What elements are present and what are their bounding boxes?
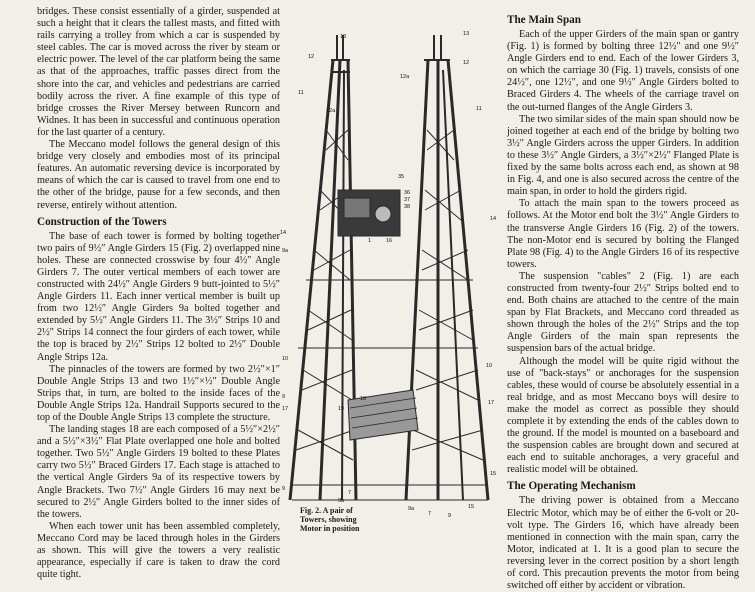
left-text-column bbox=[37, 6, 280, 581]
label-19: 19 bbox=[338, 406, 345, 412]
attach-paragraph: To attach the main span to the towers proceed as follows. At the Motor end bolt the 3½″ Angle Girders to the transverse Angle Girders 16 (Fig. 2) of the towers. The non-Motor end is secured by bolting the Flanged Plate 98 (Fig. 4) to the Angle Girders 16 of its respective towers. bbox=[507, 198, 739, 270]
cables-paragraph: The suspension "cables" 2 (Fig. 1) are each constructed from twenty-four 2½″ Strips bolted end to end. Both chains are attached to the centre of the main span by Flat Brackets, and Meccano cord threaded as shown through the holes of the 2½″ Strips and the top Angle Girders of the main span represents the suspension bars of the actual bridge. bbox=[507, 270, 739, 355]
label-15b: 15 bbox=[468, 504, 475, 510]
label-9ac: 9a bbox=[408, 506, 415, 512]
label-7: 7 bbox=[348, 490, 352, 496]
figure-caption: Fig. 2. A pair of Towers, showing Motor in position bbox=[300, 506, 360, 533]
mechanism-heading: The Operating Mechanism bbox=[507, 480, 636, 493]
label-14: 14 bbox=[280, 230, 287, 236]
label-11b: 11 bbox=[476, 106, 482, 112]
left-tower bbox=[290, 35, 356, 500]
mechanism-paragraph: The driving power is obtained from a Meccano Electric Motor, which may be of either the 6-volt or 20-volt type. The Girders 16, which have already been mentioned in connection with the main span, carry the Motor, indicated at 1. It is a good plan to secure the reversing lever in the correct position by a short length of cord. This precaution prevents the motor from being switched off either by accident or vibration. bbox=[507, 495, 739, 592]
label-7b: 7 bbox=[428, 511, 432, 517]
intro-paragraph: bridges. These consist essentially of a girder, suspended at such a height that it clears the tallest masts, and fitted with rails carrying a trolley from which a car is suspended by steel cables. The car is moved across the river by steam or electric power. The level of the car platform being the same as that of the approaches, traffic passes direct from the shore into the car, and vehicles and pedestrians are carried bodily across the river. A fine example of this type of bridge crosses the River Mersey between Runcorn and Widnes. It has been in successful and continuous operation for the last quarter of a century. bbox=[37, 6, 280, 138]
label-1: 1 bbox=[368, 238, 372, 244]
span-paragraph-2: The two similar sides of the main span should now be joined together at each end of the bridge by bolting two 3½″ Angle Girders across the upper Girders. In addition to these 3½″ Angle Girders, a 3½″×2½″ Flanged Plate is fixed by the same bolts across each end, as shown at 98 in Fig. 4, and one is also secured across the centre of the main span, in order to hold the girders rigid. bbox=[507, 113, 739, 198]
label-10b: 10 bbox=[486, 363, 493, 369]
label-17: 17 bbox=[282, 406, 289, 412]
motor-gearbox bbox=[344, 198, 370, 218]
base-paragraph: The base of each tower is formed by bolting together two pairs of 9½″ Angle Girders 15 (Fig. 2) overlapped nine holes. These are connected crosswise by four 4½″ Angle Girders 7. The outer vertical members of each tower are constructed with 24½″ Angle Girders 9 butt-jointed to 5½″ Angle Girders 11. Each inner vertical member is built up from two 12½″ Angle Girders 9a bolted together and extended by 5½″ Angle Girders 11. The 3½″ Strips 10 and 2½″ Strips 14 connect the four girders of each tower, while the top is braced by 2½″ Strips 12 bolted to 2½″ Double Angle Strips 12a. bbox=[37, 230, 280, 363]
label-17b: 17 bbox=[488, 400, 495, 406]
label-9a: 9a bbox=[282, 248, 289, 254]
label-9ab: 9a bbox=[338, 498, 345, 504]
label-12c: 12a bbox=[326, 108, 336, 114]
label-37: 37 bbox=[404, 197, 411, 203]
span-paragraph-1: Each of the upper Girders of the main span or gantry (Fig. 1) is formed by bolting three 12½″ and one 9½″ Angle Girders end to end. Each of the lower Girders 3, on which the carriage 30 (Fig. 1) travels, consists of one 24½″, one 12½″, and one 9½″ Angle Girders bolted to Braced Girders 4. The wheels of the carriage travel on the out-turned flanges of the Angle Girders 3. bbox=[507, 29, 739, 113]
pinnacles-paragraph: The pinnacles of the towers are formed by two 2½″×1″ Double Angle Strips 13 and two 1½″×½″ Double Angle Strips that, in turn, are bolted to the inside faces of the Double Angle Strips 12a. Handrail Supports secured to the top of the Double Angle Strips 13 complete the structure. bbox=[37, 363, 280, 423]
label-16: 16 bbox=[386, 238, 393, 244]
landing-paragraph: The landing stages 18 are each composed of a 5½″×2½″ and a 5½″×3½″ Flat Plate overlapped one hole and bolted together. Two 5½″ Angle Girders 19 bolted to these Plates carry two 5½″ Braced Girders 17. Each stage is attached to the vertical Angle Girders 9a of its respective towers by Angle Brackets. Two 7½″ Angle Girders 16 may next be secured to 2½″ Angle Girders bolted to the inner sides of the towers. bbox=[37, 424, 280, 520]
label-11: 11 bbox=[298, 90, 304, 96]
label-13a: 13 bbox=[340, 34, 347, 40]
label-35: 35 bbox=[398, 174, 405, 180]
right-text-column bbox=[507, 6, 739, 592]
rigid-paragraph: Although the model will be quite rigid without the use of "back-stays" or anchorages for the suspension cables, these would of course be absolutely essential in a real bridge, and as most Meccano boys will desire to make the model as correct as possible they should complete it by extending the ends of the cables down to the ground. If the model is mounted on a baseboard and the suspension cables are brought down and secured at each end to suitable anchorages, a very graceful and realistic model will be obtained. bbox=[507, 355, 739, 476]
label-9c: 9 bbox=[448, 513, 452, 519]
label-9: 9 bbox=[282, 394, 286, 400]
landing-stage bbox=[348, 390, 418, 440]
label-12b: 12 bbox=[463, 60, 470, 66]
label-38: 38 bbox=[404, 204, 411, 210]
model-paragraph: The Meccano model follows the general design of this bridge very closely and embodies most of its principal features. An automatic reversing device is incorporated by means of which the car is caused to travel from one end to the other of the bridge, pause for a few seconds, and then reverse, entirely without attention. bbox=[37, 139, 280, 211]
label-36: 36 bbox=[404, 190, 411, 196]
main-span-heading: The Main Span bbox=[507, 14, 581, 26]
label-15: 15 bbox=[490, 471, 497, 477]
motor-pulley bbox=[375, 206, 391, 222]
label-18: 18 bbox=[360, 396, 367, 402]
label-12a: 12a bbox=[400, 74, 410, 80]
label-14b: 14 bbox=[490, 216, 497, 222]
cord-paragraph: When each tower unit has been assembled completely, Meccano Cord may be laced through holes in the Girders as shown. This will give the towers a very realistic appearance, especially if care is taken to draw the cord quite tight. bbox=[37, 520, 280, 581]
label-10: 10 bbox=[282, 356, 289, 362]
tower-figure bbox=[278, 30, 504, 555]
tower-illustration bbox=[290, 35, 488, 500]
towers-heading: Construction of the Towers bbox=[37, 215, 167, 228]
label-13b: 13 bbox=[463, 31, 470, 37]
label-12: 12 bbox=[308, 54, 315, 60]
label-9b: 9 bbox=[282, 486, 286, 492]
